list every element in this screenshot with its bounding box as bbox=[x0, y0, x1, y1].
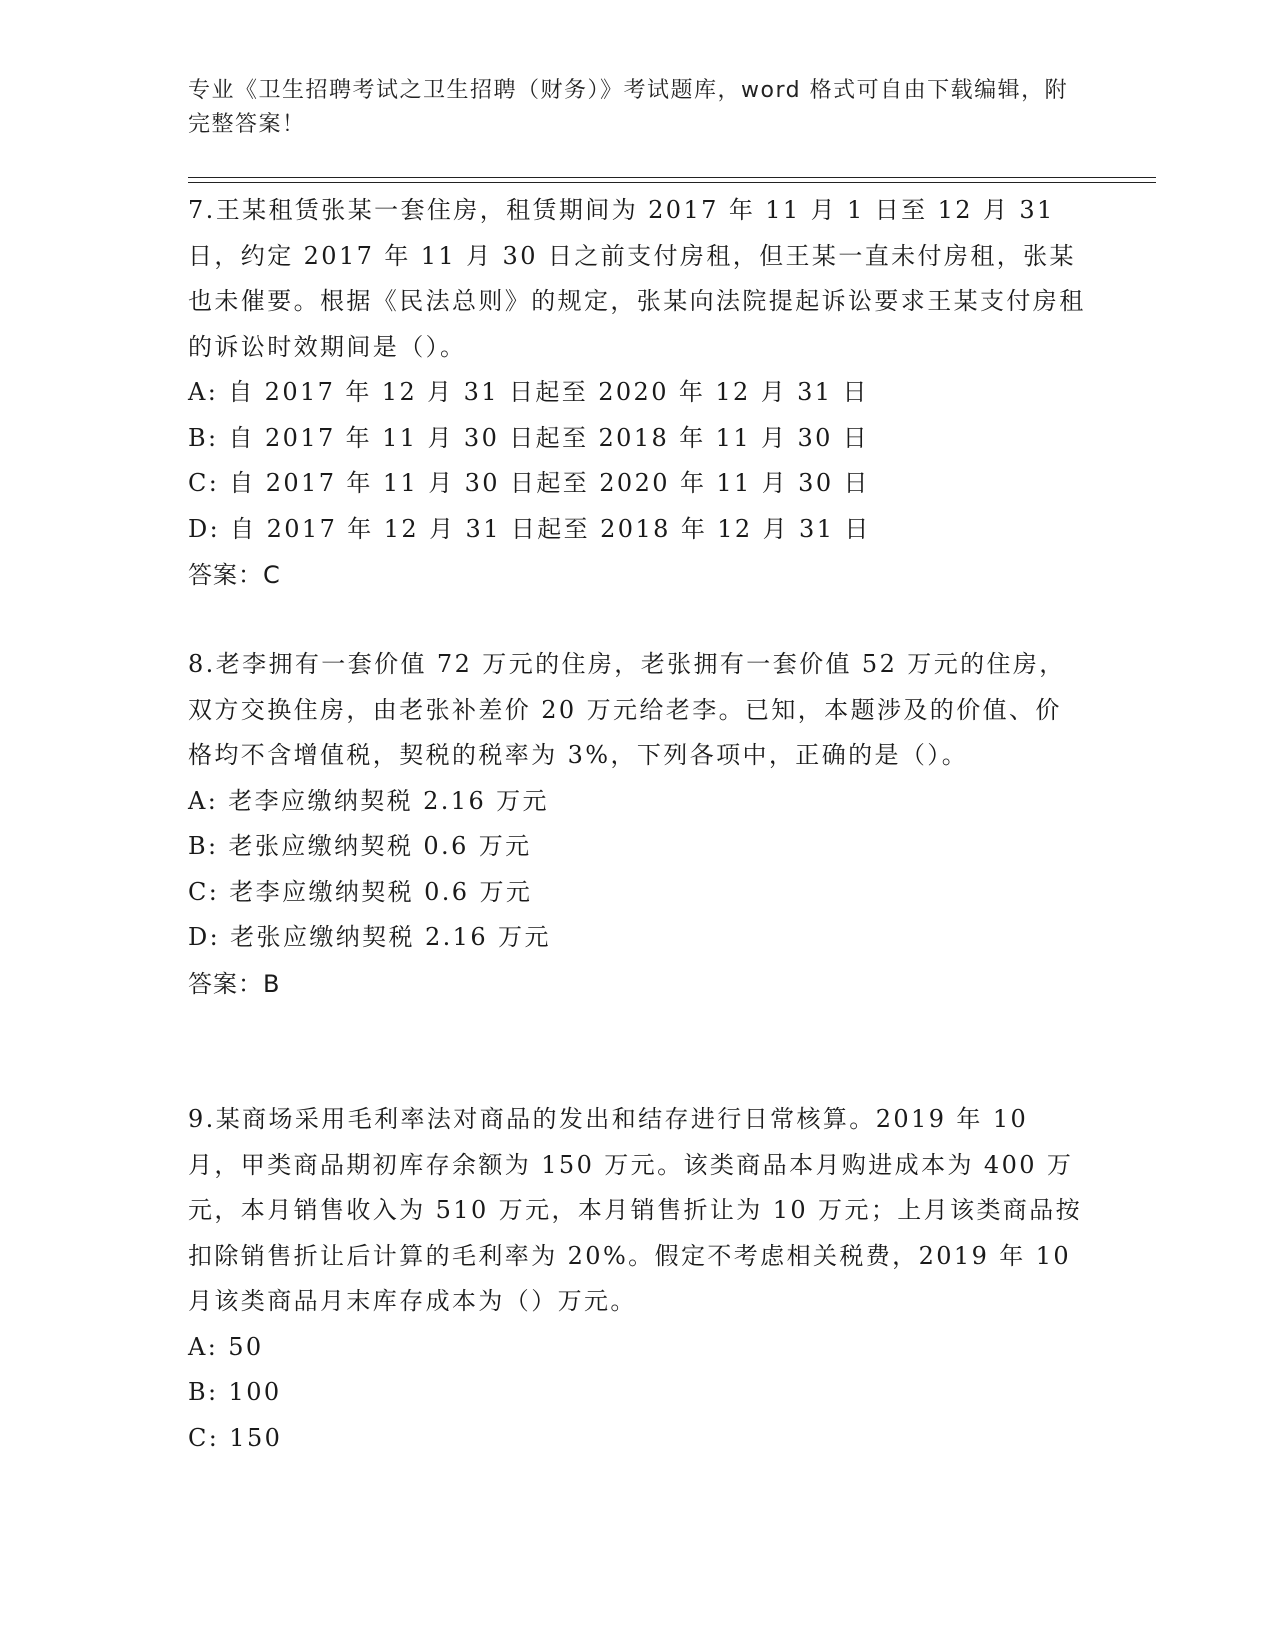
question-stem: 8.老李拥有一套价值 72 万元的住房，老张拥有一套价值 52 万元的住房，双方交换住房，由老张补差价 20 万元给老李。已知，本题涉及的价值、价格均不含增值税，契税的税率为 3%，下列各项中，正确的是（）。 bbox=[188, 650, 1066, 769]
option-d: D: 自 2017 年 12 月 31 日起至 2018 年 12 月 31 日 bbox=[188, 514, 871, 543]
option-a: A: 老李应缴纳契税 2.16 万元 bbox=[188, 786, 549, 815]
option-c: C: 150 bbox=[188, 1423, 283, 1452]
option-b: B: 自 2017 年 11 月 30 日起至 2018 年 11 月 30 日 bbox=[188, 423, 870, 452]
option-d: D: 老张应缴纳契税 2.16 万元 bbox=[188, 923, 551, 951]
option-a: A: 自 2017 年 12 月 31 日起至 2020 年 12 月 31 日 bbox=[188, 378, 869, 406]
question-9 bbox=[188, 1097, 1088, 1461]
header-divider-top bbox=[188, 177, 1156, 178]
document-header: 专业《卫生招聘考试之卫生招聘（财务）》考试题库，word 格式可自由下载编辑，附完整答案！ bbox=[188, 78, 1069, 137]
question-stem: 9.某商场采用毛利率法对商品的发出和结存进行日常核算。2019 年 10 月，甲类商品期初库存余额为 150 万元。该类商品本月购进成本为 400 万元，本月销售收入为 510 万元，本月销售折让为 10 万元；上月该类商品按扣除销售折让后计算的毛利率为 20%。假定不考虑相关税费，2019 年 10 月该类商品月末库存成本为（）万元。 bbox=[188, 1105, 1083, 1315]
question-7 bbox=[188, 188, 1088, 598]
option-c: C: 自 2017 年 11 月 30 日起至 2020 年 11 月 30 日 bbox=[188, 469, 870, 497]
question-8 bbox=[188, 642, 1088, 1007]
question-stem: 7.王某租赁张某一套住房，租赁期间为 2017 年 11 月 1 日至 12 月 31 日，约定 2017 年 11 月 30 日之前支付房租，但王某一直未付房租，张某也未催要。根据《民法总则》的规定，张某向法院提起诉讼要求王某支付房租的诉讼时效期间是（）。 bbox=[188, 196, 1086, 361]
option-b: B: 100 bbox=[188, 1378, 282, 1406]
answer-label: 答案：C bbox=[188, 561, 281, 589]
option-c: C: 老李应缴纳契税 0.6 万元 bbox=[188, 877, 533, 906]
header-divider-bottom bbox=[188, 182, 1156, 183]
answer-label: 答案：B bbox=[188, 969, 281, 998]
option-b: B: 老张应缴纳契税 0.6 万元 bbox=[188, 832, 532, 860]
option-a: A: 50 bbox=[188, 1332, 264, 1361]
